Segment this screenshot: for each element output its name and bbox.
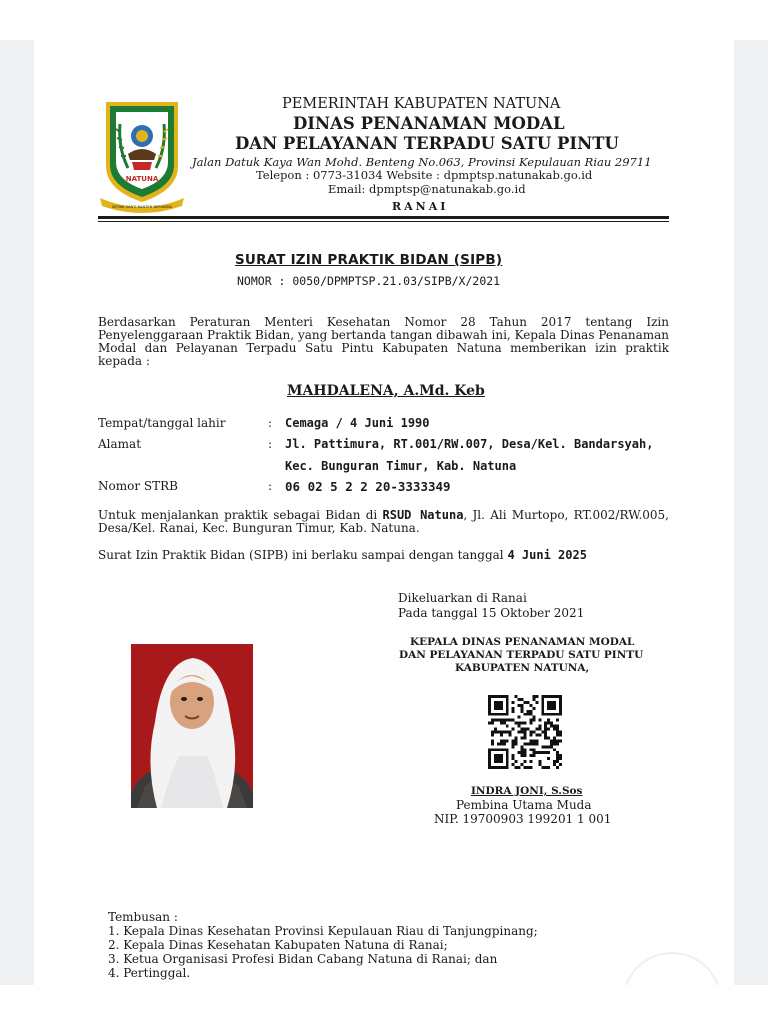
document-number: NOMOR : 0050/DPMPTSP.21.03/SIPB/X/2021 bbox=[237, 274, 501, 288]
letterhead-agency-line1: DINAS PENANAMAN MODAL bbox=[293, 114, 565, 133]
cc-item-4: 4. Pertinggal. bbox=[108, 966, 191, 980]
viewer-bottom-bar bbox=[0, 985, 768, 1024]
field-colon-strb: : bbox=[268, 479, 273, 493]
letterhead-rule-thin bbox=[98, 221, 669, 222]
field-value-address-line2: Kec. Bunguran Timur, Kab. Natuna bbox=[285, 459, 517, 473]
field-value-strb: 06 02 5 2 2 20-3333349 bbox=[285, 479, 451, 494]
signatory-rank: Pembina Utama Muda bbox=[456, 798, 592, 812]
validity-text: Surat Izin Praktik Bidan (SIPB) ini berlaku sampai dengan tanggal bbox=[98, 548, 508, 562]
field-colon-address: : bbox=[268, 437, 273, 451]
signatory-position-line1: KEPALA DINAS PENANAMAN MODAL bbox=[410, 636, 635, 648]
field-label-address: Alamat bbox=[98, 437, 142, 451]
field-label-strb: Nomor STRB bbox=[98, 479, 178, 493]
signatory-name: INDRA JONI, S.Sos bbox=[471, 785, 583, 797]
qr-code-icon bbox=[488, 695, 562, 769]
viewer-top-bar bbox=[0, 0, 768, 40]
practice-paragraph bbox=[98, 509, 669, 535]
field-value-birth: Cemaga / 4 Juni 1990 bbox=[285, 416, 430, 430]
signatory-nip: NIP. 19700903 199201 1 001 bbox=[434, 812, 612, 826]
signatory-position-line3: KABUPATEN NATUNA, bbox=[455, 662, 590, 674]
validity-date: 4 Juni 2025 bbox=[507, 548, 587, 562]
letterhead-phone-website: Telepon : 0773-31034 Website : dpmptsp.natunakab.go.id bbox=[256, 168, 593, 182]
letterhead-address: Jalan Datuk Kaya Wan Mohd. Benteng No.063, Provinsi Kepulauan Riau 29711 bbox=[192, 155, 652, 169]
practice-text-pre: Untuk menjalankan praktik sebagai Bidan di bbox=[98, 508, 383, 522]
viewer-right-margin bbox=[734, 40, 768, 985]
letterhead-rule-thick bbox=[98, 216, 669, 219]
validity-statement bbox=[98, 548, 587, 562]
letterhead-email: Email: dpmptsp@natunakab.go.id bbox=[328, 182, 526, 196]
cc-heading: Tembusan : bbox=[108, 910, 178, 924]
practice-place: RSUD Natuna bbox=[382, 508, 464, 522]
signatory-position-line2: DAN PELAYANAN TERPADU SATU PINTU bbox=[399, 649, 644, 661]
holder-name: MAHDALENA, A.Md. Keb bbox=[287, 383, 485, 399]
intro-paragraph: Berdasarkan Peraturan Menteri Kesehatan Nomor 28 Tahun 2017 tentang Izin Penyelenggaraan Praktik Bidan, yang bertanda tangan dibawah ini, Kepala Dinas Penanaman Modal dan Pelayanan Terpadu Satu Pintu Kabupaten Natuna memberikan izin praktik kepada : bbox=[98, 315, 669, 368]
issued-date: Pada tanggal 15 Oktober 2021 bbox=[398, 606, 585, 620]
field-label-birth: Tempat/tanggal lahir bbox=[98, 416, 226, 430]
letterhead-city: RANAI bbox=[392, 200, 449, 213]
field-colon-birth: : bbox=[268, 416, 273, 430]
letterhead-government: PEMERINTAH KABUPATEN NATUNA bbox=[282, 96, 561, 112]
logo-ribbon-text: SEPIAK SANTI BANTEH BERSIAMA bbox=[111, 205, 173, 209]
letterhead-agency-line2: DAN PELAYANAN TERPADU SATU PINTU bbox=[235, 134, 619, 153]
field-value-address-line1: Jl. Pattimura, RT.001/RW.007, Desa/Kel. Bandarsyah, bbox=[285, 437, 654, 451]
holder-photo bbox=[131, 644, 253, 808]
practice-text-post: , Jl. Ali Murtopo, RT.002/RW.005, Desa/Kel. Ranai, Kec. Bunguran Timur, Kab. Natuna. bbox=[98, 508, 669, 535]
viewer-left-margin bbox=[0, 40, 34, 985]
natuna-crest-logo bbox=[98, 98, 186, 216]
logo-word: NATUNA bbox=[125, 175, 159, 183]
cc-item-2: 2. Kepala Dinas Kesehatan Kabupaten Natuna di Ranai; bbox=[108, 938, 448, 952]
faint-stamp-mark bbox=[622, 952, 722, 985]
cc-item-3: 3. Ketua Organisasi Profesi Bidan Cabang Natuna di Ranai; dan bbox=[108, 952, 498, 966]
issued-place: Dikeluarkan di Ranai bbox=[398, 591, 527, 605]
cc-item-1: 1. Kepala Dinas Kesehatan Provinsi Kepulauan Riau di Tanjungpinang; bbox=[108, 924, 538, 938]
document-title: SURAT IZIN PRAKTIK BIDAN (SIPB) bbox=[235, 252, 503, 268]
document-page bbox=[34, 40, 734, 985]
